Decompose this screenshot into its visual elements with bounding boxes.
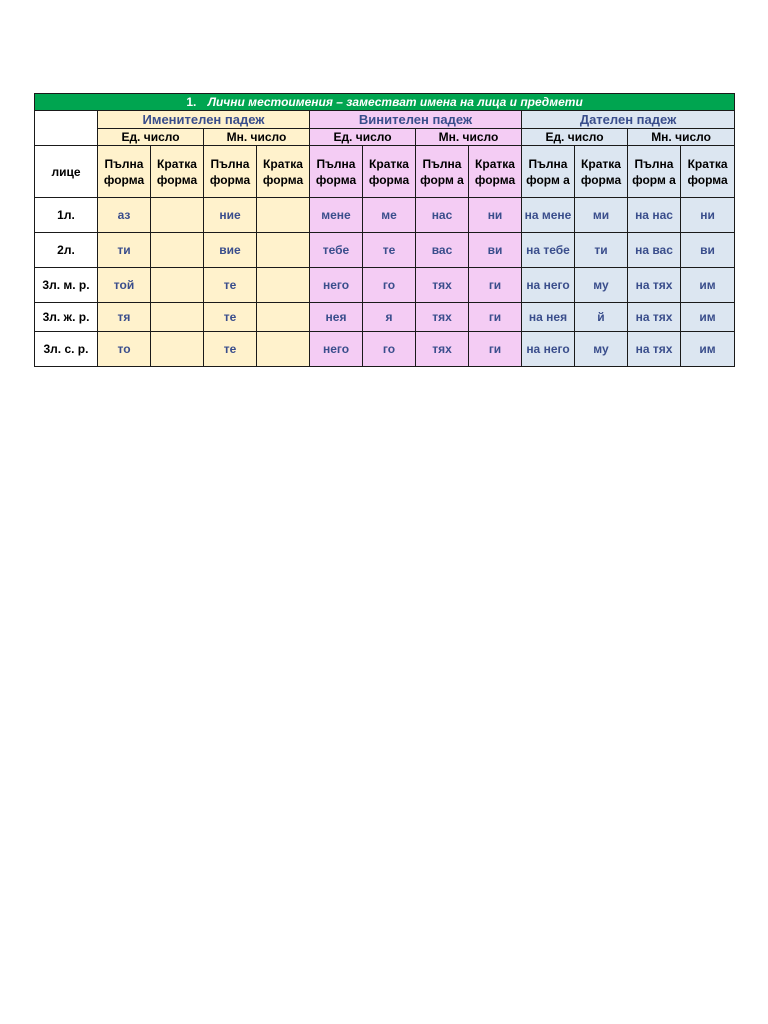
form-header-full: Пълна форма (310, 146, 363, 198)
title-text: Лични местоимения – заместват имена на лица и предмети (207, 95, 583, 109)
form-header-full: Пълна форм а (628, 146, 681, 198)
table-row (35, 198, 735, 233)
table-cell: на тях (628, 268, 681, 303)
form-header-full: Пълна форма (98, 146, 151, 198)
table-cell: тя (98, 303, 151, 332)
table-cell: нас (416, 198, 469, 233)
table-cell: вас (416, 233, 469, 268)
person-cell: 2л. (35, 233, 98, 268)
table-cell: аз (98, 198, 151, 233)
table-cell: го (363, 332, 416, 367)
dative-singular-header: Ед. число (522, 129, 628, 146)
form-header-full: Пълна форма (204, 146, 257, 198)
form-header-short: Кратка форма (469, 146, 522, 198)
table-cell: те (204, 332, 257, 367)
table-cell: него (310, 268, 363, 303)
table-row (35, 332, 735, 367)
dative-case-header: Дателен падеж (522, 111, 735, 129)
person-cell: 3л. ж. р. (35, 303, 98, 332)
table-cell: им (681, 332, 735, 367)
table-row (35, 268, 735, 303)
table-cell: него (310, 332, 363, 367)
table-cell (257, 268, 310, 303)
table-cell: на нея (522, 303, 575, 332)
title-number: 1. (186, 95, 197, 109)
table-cell: я (363, 303, 416, 332)
table-cell: ви (681, 233, 735, 268)
title-row (35, 94, 735, 111)
accusative-plural-header: Мн. число (416, 129, 522, 146)
person-column-header: лице (35, 146, 98, 198)
table-cell: на тях (628, 332, 681, 367)
case-header-row (35, 111, 735, 129)
table-cell: на вас (628, 233, 681, 268)
nominative-plural-header: Мн. число (204, 129, 310, 146)
table-cell: на тях (628, 303, 681, 332)
form-header-full: Пълна форм а (522, 146, 575, 198)
form-header-row (35, 146, 735, 198)
table-cell (257, 332, 310, 367)
form-header-short: Кратка форма (363, 146, 416, 198)
table-cell: ти (575, 233, 628, 268)
table-cell (257, 198, 310, 233)
table-cell: ми (575, 198, 628, 233)
table-cell (151, 198, 204, 233)
person-cell: 3л. м. р. (35, 268, 98, 303)
table-cell: на него (522, 332, 575, 367)
table-row (35, 303, 735, 332)
table-cell: тях (416, 268, 469, 303)
table-cell: тях (416, 332, 469, 367)
table-cell: на тебе (522, 233, 575, 268)
table-cell: ни (681, 198, 735, 233)
table-cell: ние (204, 198, 257, 233)
table-cell: ги (469, 303, 522, 332)
table-cell: ни (469, 198, 522, 233)
dative-plural-header: Мн. число (628, 129, 735, 146)
nominative-singular-header: Ед. число (98, 129, 204, 146)
table-cell (151, 332, 204, 367)
table-cell: им (681, 268, 735, 303)
corner-cell (35, 111, 98, 146)
table-cell: на него (522, 268, 575, 303)
table-cell: ви (469, 233, 522, 268)
table-cell (151, 233, 204, 268)
form-header-short: Кратка форма (575, 146, 628, 198)
table-cell: вие (204, 233, 257, 268)
table-title (35, 94, 735, 111)
table-cell: тях (416, 303, 469, 332)
accusative-case-header: Винителен падеж (310, 111, 522, 129)
table-cell (257, 233, 310, 268)
form-header-short: Кратка форма (151, 146, 204, 198)
table-cell: му (575, 332, 628, 367)
table-cell: той (98, 268, 151, 303)
form-header-short: Кратка форма (257, 146, 310, 198)
form-header-short: Кратка форма (681, 146, 735, 198)
table-cell: ги (469, 332, 522, 367)
person-cell: 3л. с. р. (35, 332, 98, 367)
table-cell: й (575, 303, 628, 332)
number-header-row (35, 129, 735, 146)
table-cell: ги (469, 268, 522, 303)
table-cell: мене (310, 198, 363, 233)
table-cell: му (575, 268, 628, 303)
table-cell: на мене (522, 198, 575, 233)
table-cell: нея (310, 303, 363, 332)
pronoun-table (34, 93, 735, 367)
form-header-full: Пълна форм а (416, 146, 469, 198)
table-cell: тебе (310, 233, 363, 268)
table-cell: на нас (628, 198, 681, 233)
table-cell: им (681, 303, 735, 332)
table-cell: те (363, 233, 416, 268)
table-cell: те (204, 303, 257, 332)
table-cell: то (98, 332, 151, 367)
table-cell: ме (363, 198, 416, 233)
nominative-case-header: Именителен падеж (98, 111, 310, 129)
person-cell: 1л. (35, 198, 98, 233)
table-cell: те (204, 268, 257, 303)
table-cell (151, 303, 204, 332)
table-cell (257, 303, 310, 332)
table-cell: ти (98, 233, 151, 268)
accusative-singular-header: Ед. число (310, 129, 416, 146)
table-row (35, 233, 735, 268)
table-cell: го (363, 268, 416, 303)
table-cell (151, 268, 204, 303)
